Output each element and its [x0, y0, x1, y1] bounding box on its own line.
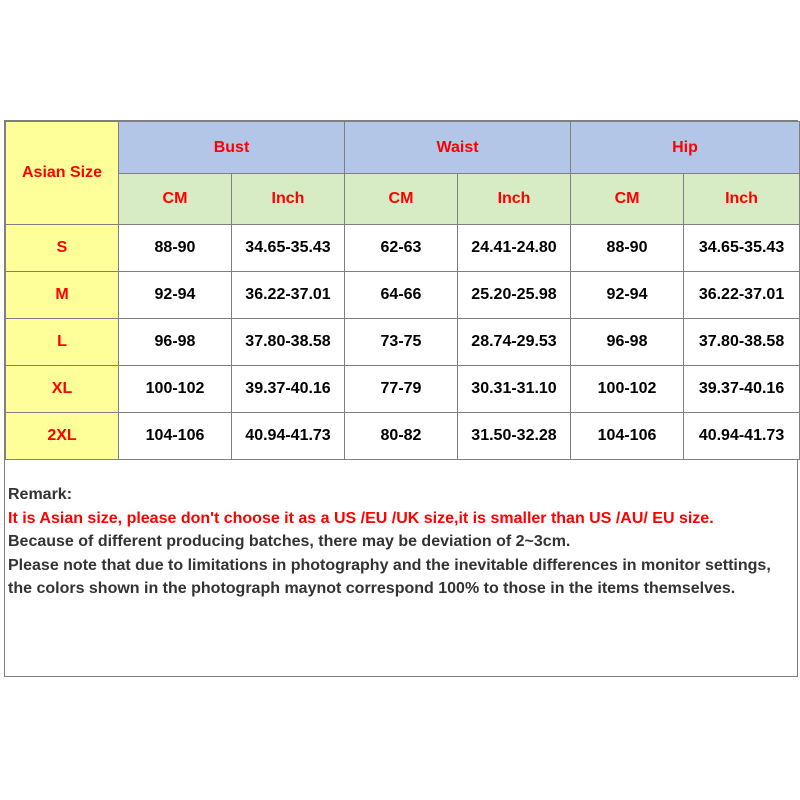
table-cell: 92-94	[571, 272, 684, 319]
remark-deviation-note: Because of different producing batches, there may be deviation of 2~3cm.	[8, 533, 571, 550]
size-table	[5, 121, 800, 460]
unit-header-hip-cm: CM	[571, 174, 684, 225]
table-cell: 39.37-40.16	[684, 366, 800, 413]
size-label: 2XL	[6, 413, 119, 460]
table-cell: 73-75	[345, 319, 458, 366]
unit-header-hip-inch: Inch	[684, 174, 800, 225]
table-cell: 34.65-35.43	[684, 225, 800, 272]
table-cell: 88-90	[119, 225, 232, 272]
table-cell: 31.50-32.28	[458, 413, 571, 460]
table-cell: 34.65-35.43	[232, 225, 345, 272]
table-cell: 37.80-38.58	[232, 319, 345, 366]
group-header-row	[6, 122, 800, 174]
unit-header-bust-cm: CM	[119, 174, 232, 225]
table-row	[6, 225, 800, 272]
table-row	[6, 272, 800, 319]
table-row	[6, 366, 800, 413]
table-cell: 30.31-31.10	[458, 366, 571, 413]
table-cell: 92-94	[119, 272, 232, 319]
table-cell: 96-98	[571, 319, 684, 366]
size-label: M	[6, 272, 119, 319]
table-row	[6, 413, 800, 460]
table-cell: 64-66	[345, 272, 458, 319]
unit-header-waist-inch: Inch	[458, 174, 571, 225]
group-header-hip: Hip	[571, 122, 800, 174]
size-column-header: Asian Size	[6, 122, 119, 225]
table-cell: 62-63	[345, 225, 458, 272]
remarks-section	[8, 483, 794, 601]
table-cell: 36.22-37.01	[232, 272, 345, 319]
table-cell: 88-90	[571, 225, 684, 272]
table-cell: 40.94-41.73	[232, 413, 345, 460]
remark-title: Remark:	[8, 486, 73, 503]
table-cell: 36.22-37.01	[684, 272, 800, 319]
table-cell: 96-98	[119, 319, 232, 366]
group-header-bust: Bust	[119, 122, 345, 174]
table-cell: 25.20-25.98	[458, 272, 571, 319]
table-cell: 77-79	[345, 366, 458, 413]
table-cell: 24.41-24.80	[458, 225, 571, 272]
unit-header-waist-cm: CM	[345, 174, 458, 225]
size-label: S	[6, 225, 119, 272]
size-chart-sheet	[4, 120, 798, 677]
table-cell: 100-102	[571, 366, 684, 413]
table-cell: 37.80-38.58	[684, 319, 800, 366]
table-cell: 104-106	[571, 413, 684, 460]
remark-asian-size-warning: It is Asian size, please don't choose it as a US /EU /UK size,it is smaller than US /AU/ EU size.	[8, 509, 714, 527]
table-cell: 28.74-29.53	[458, 319, 571, 366]
table-cell: 40.94-41.73	[684, 413, 800, 460]
size-label: XL	[6, 366, 119, 413]
unit-header-bust-inch: Inch	[232, 174, 345, 225]
remark-color-note: Please note that due to limitations in photography and the inevitable differences in monitor settings, the colors shown in the photograph maynot correspond 100% to those in the items themselves.	[8, 556, 771, 597]
group-header-waist: Waist	[345, 122, 571, 174]
table-cell: 39.37-40.16	[232, 366, 345, 413]
table-cell: 80-82	[345, 413, 458, 460]
unit-header-row	[6, 174, 800, 225]
table-row	[6, 319, 800, 366]
table-cell: 100-102	[119, 366, 232, 413]
size-label: L	[6, 319, 119, 366]
table-cell: 104-106	[119, 413, 232, 460]
